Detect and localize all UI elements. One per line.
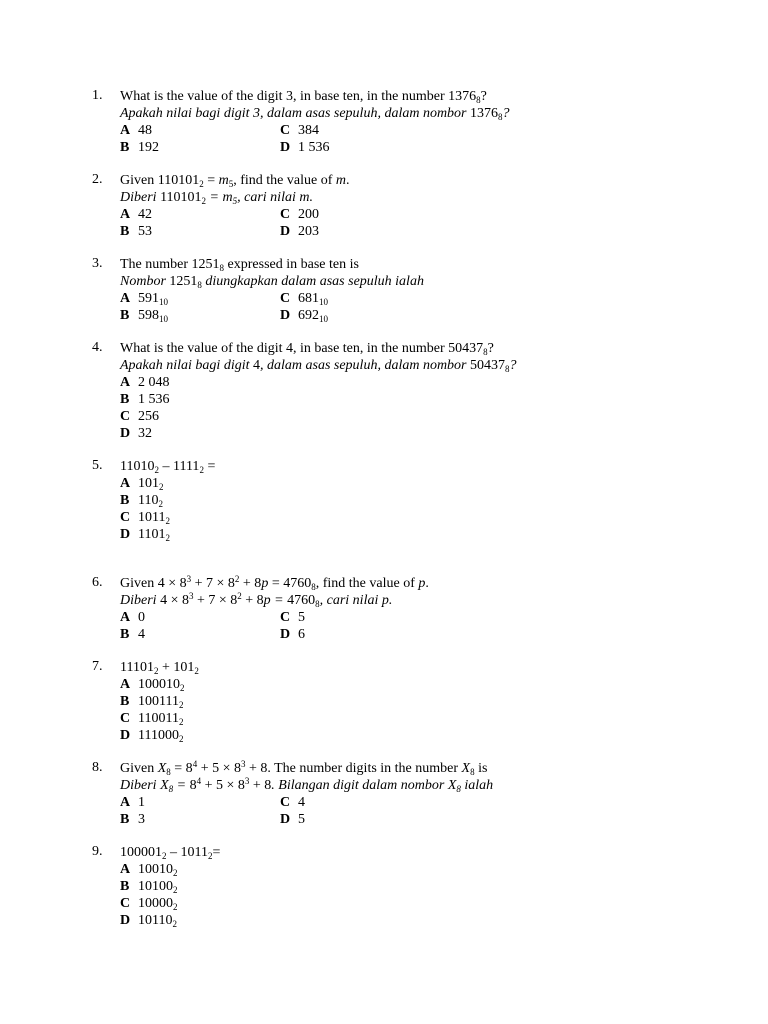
option-d: D $111000_2$: [120, 728, 184, 744]
option-a: A 2 048: [120, 375, 170, 390]
option-b: B 4: [120, 627, 145, 642]
option-b: B $598_{10}$: [120, 308, 168, 324]
option-c: C 256: [120, 409, 159, 424]
question-text-ms: Diberi $X_8 = 8^4 + 5 \times 8^3 + 8$. Bilangan digit dalam nombor $X_8$ ialah: [120, 776, 494, 794]
option-a: A 1: [120, 795, 145, 810]
option-b: B 3: [120, 812, 145, 827]
option-d: D $10110_2$: [120, 913, 177, 929]
question-text-en: Given $110101_2 = m_5$, find the value of m.: [120, 173, 350, 189]
option-d: D 5: [280, 812, 305, 827]
option-c: C 384: [280, 123, 319, 138]
option-d: D 32: [120, 426, 152, 441]
option-a: A $10010_2$: [120, 862, 178, 878]
option-d: D 1 536: [280, 140, 330, 155]
question-text-en: $11010_2 - 1111_2$ =: [120, 459, 216, 475]
question-text-en: Given $X_8 = 8^4 + 5 \times 8^3 + 8$. The number digits in the number $X_8$ is: [120, 759, 488, 777]
question-text-ms: Nombor $1251_8$ diungkapkan dalam asas sepuluh ialah: [120, 274, 424, 290]
question-text-ms: Diberi $4 \times 8^3 + 7 \times 8^2 + 8p = 4760_8$, cari nilai p.: [120, 591, 393, 609]
option-c: C 4: [280, 795, 305, 810]
option-b: B 1 536: [120, 392, 170, 407]
question-number: 9.: [92, 844, 103, 859]
question-number: 1.: [92, 88, 103, 103]
option-c: C 5: [280, 610, 305, 625]
option-b: B 53: [120, 224, 152, 239]
option-a: A $101_2$: [120, 476, 164, 492]
question-text-en: Given $4 \times 8^3 + 7 \times 8^2 + 8p = 4760_8$, find the value of p.: [120, 574, 429, 592]
option-c: C $681_{10}$: [280, 291, 328, 307]
option-a: A 42: [120, 207, 152, 222]
question-text-en: $11101_2 + 101_2$: [120, 660, 199, 676]
question-text-en: What is the value of the digit 4, in base ten, in the number $50437_8$?: [120, 341, 494, 357]
option-c: C $10000_2$: [120, 896, 178, 912]
question-text-ms: Apakah nilai bagi digit 4, dalam asas sepuluh, dalam nombor $50437_8$?: [120, 358, 517, 374]
question-number: 8.: [92, 760, 103, 775]
question-text-ms: Diberi $110101_2 = m_5$, cari nilai m.: [120, 190, 313, 206]
option-c: C 200: [280, 207, 319, 222]
question-number: 2.: [92, 172, 103, 187]
question-number: 7.: [92, 659, 103, 674]
question-text-en: The number $1251_8$ expressed in base ten is: [120, 257, 359, 273]
question-text-ms: Apakah nilai bagi digit 3, dalam asas sepuluh, dalam nombor $1376_8$?: [120, 106, 510, 122]
option-a: A 0: [120, 610, 145, 625]
option-c: C $110011_2$: [120, 711, 184, 727]
question-number: 6.: [92, 575, 103, 590]
question-number: 5.: [92, 458, 103, 473]
option-b: B $110_2$: [120, 493, 163, 509]
option-b: B $10100_2$: [120, 879, 178, 895]
option-d: D 203: [280, 224, 319, 239]
question-text-en: What is the value of the digit 3, in base ten, in the number $1376_8$?: [120, 89, 487, 105]
question-number: 4.: [92, 340, 103, 355]
question-text-en: $100001_2 - 1011_2=$: [120, 845, 221, 861]
option-a: A $591_{10}$: [120, 291, 168, 307]
option-d: D $692_{10}$: [280, 308, 328, 324]
option-d: D 6: [280, 627, 305, 642]
option-a: A 48: [120, 123, 152, 138]
option-b: B 192: [120, 140, 159, 155]
option-d: D $1101_2$: [120, 527, 170, 543]
option-c: C $1011_2$: [120, 510, 170, 526]
option-b: B $100111_2$: [120, 694, 184, 710]
option-a: A $100010_2$: [120, 677, 185, 693]
question-number: 3.: [92, 256, 103, 271]
